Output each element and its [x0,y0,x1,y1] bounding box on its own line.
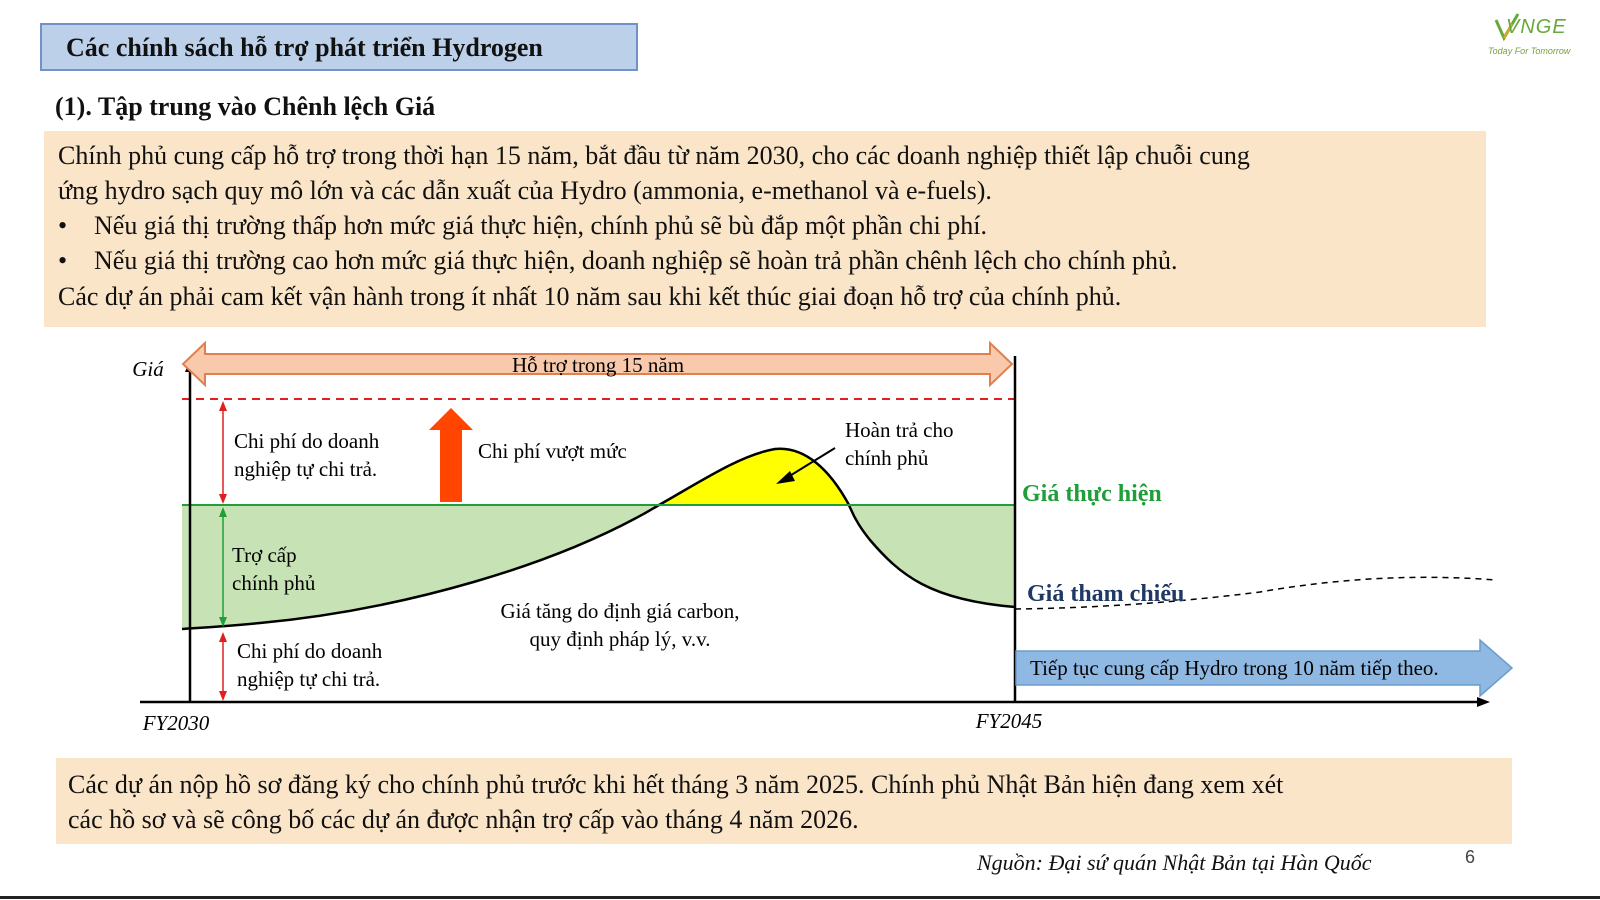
excess-cost-up-arrow [429,408,473,502]
upper-cost-label-1: Chi phí do doanh [234,429,380,453]
source-citation: Nguồn: Đại sứ quán Nhật Bản tại Hàn Quốc [977,850,1372,875]
strike-price-label: Giá thực hiện [1022,481,1162,507]
intro-line-1: Chính phủ cung cấp hỗ trợ trong thời hạn 15 năm, bắt đầu từ năm 2030, cho các doanh nghiệp thiết lập chuỗi cung [58,141,1250,170]
bullet-marker: • [58,211,68,240]
x-end-label: FY2045 [975,709,1043,733]
lower-cost-arrowhead-top [219,632,227,642]
section-heading: (1). Tập trung vào Chênh lệch Giá [55,92,436,121]
closing-box [56,758,1512,844]
upper-cost-arrowhead-top [219,401,227,411]
footer-divider [0,896,1600,899]
logo-tagline: Today For Tomorrow [1488,46,1571,56]
refund-label-1: Hoàn trả cho [845,418,954,442]
intro-closing: Các dự án phải cam kết vận hành trong ít nhất 10 năm sau khi kết thúc giai đoạn hỗ trợ của chính phủ. [58,282,1122,311]
bullet-marker: • [58,246,68,275]
lower-cost-label-2: nghiệp tự chi trả. [237,667,381,691]
upper-cost-label-2: nghiệp tự chi trả. [234,457,378,481]
logo-word: VNGE [1506,16,1567,38]
closing-line-1: Các dự án nộp hồ sơ đăng ký cho chính phủ trước khi hết tháng 3 năm 2025. Chính phủ Nhật Bản hiện đang xem xét [68,770,1284,799]
continue-supply-label: Tiếp tục cung cấp Hydro trong 10 năm tiếp theo. [1030,656,1439,680]
intro-bullet-2: Nếu giá thị trường cao hơn mức giá thực hiện, doanh nghiệp sẽ hoàn trả phần chênh lệch cho chính phủ. [94,246,1178,275]
upper-cost-arrowhead-bottom [219,494,227,504]
subsidy-label-2: chính phủ [232,571,316,595]
slide-title: Các chính sách hỗ trợ phát triển Hydrogen [66,33,543,62]
lower-cost-arrowhead-bottom [219,691,227,701]
closing-line-2: các hồ sơ và sẽ công bố các dự án được nhận trợ cấp vào tháng 4 năm 2026. [68,805,859,834]
subsidy-label-1: Trợ cấp [232,543,297,567]
y-axis-label: Giá [132,357,164,381]
price-rise-label-2: quy định pháp lý, v.v. [529,627,711,651]
reference-price-label: Giá tham chiếu [1027,581,1185,607]
excess-cost-label: Chi phí vượt mức [478,439,627,463]
lower-cost-label-1: Chi phí do doanh [237,639,383,663]
page-number: 6 [1465,847,1476,867]
x-start-label: FY2030 [142,711,210,735]
support-period-label: Hỗ trợ trong 15 năm [511,353,685,377]
refund-label-2: chính phủ [845,446,929,470]
x-axis-arrowhead [1477,697,1490,707]
intro-line-2: ứng hydro sạch quy mô lớn và các dẫn xuất của Hydro (ammonia, e-methanol và e-fuels). [58,176,992,205]
price-rise-label-1: Giá tăng do định giá carbon, [500,599,740,623]
intro-bullet-1: Nếu giá thị trường thấp hơn mức giá thực hiện, chính phủ sẽ bù đắp một phần chi phí. [94,211,987,240]
